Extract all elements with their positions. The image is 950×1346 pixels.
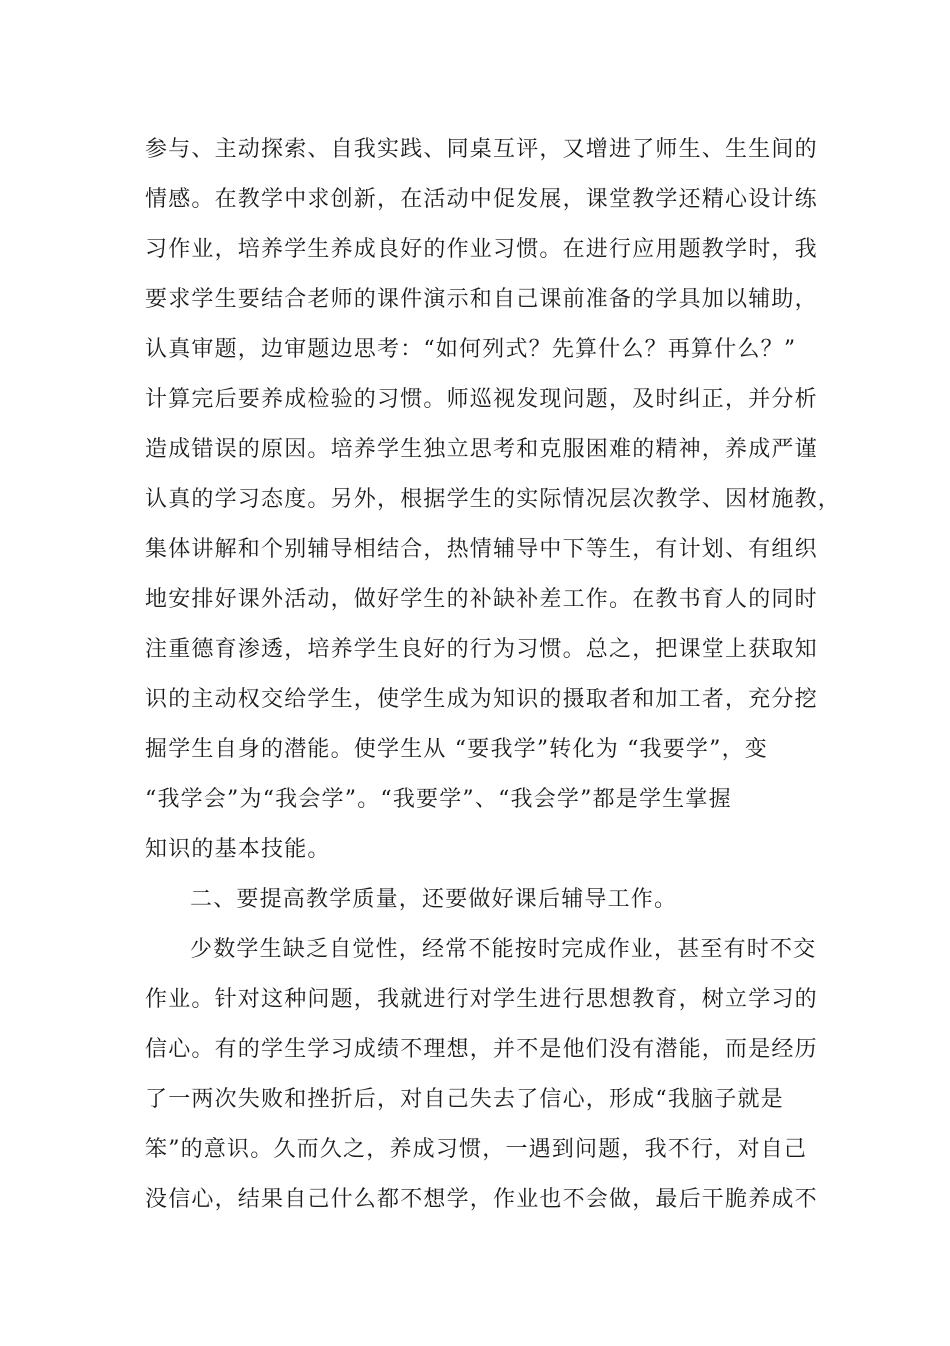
text-line: 笨”的意识。久而久之，养成习惯，一遇到问题，我不行，对自己	[145, 1137, 808, 1162]
text-line: 识的主动权交给学生，使学生成为知识的摄取者和加工者，充分挖	[145, 687, 818, 712]
text-line: 习作业，培养学生养成良好的作业习惯。在进行应用题教学时，我	[145, 237, 818, 262]
text-line: 计算完后要养成检验的习惯。师巡视发现问题，及时纠正，并分析	[145, 387, 818, 412]
body-text	[145, 128, 842, 1228]
text-line: 认真审题，边审题边思考：“如何列式？先算什么？再算什么？”	[145, 337, 797, 362]
text-line: 参与、主动探索、自我实践、同桌互评，又增进了师生、生生间的	[145, 137, 818, 162]
text-line: 信心。有的学生学习成绩不理想，并不是他们没有潜能，而是经历	[145, 1037, 818, 1062]
text-line: 集体讲解和个别辅导相结合，热情辅导中下等生，有计划、有组织	[145, 537, 818, 562]
text-line: 掘学生自身的潜能。使学生从 “要我学”转化为 “我要学”，变	[145, 737, 768, 762]
text-line: 了一两次失败和挫折后，对自己失去了信心，形成“我脑子就是	[145, 1087, 784, 1112]
text-line: 地安排好课外活动，做好学生的补缺补差工作。在教书育人的同时	[145, 587, 818, 612]
text-line: 情感。在教学中求创新，在活动中促发展，课堂教学还精心设计练	[145, 187, 818, 212]
text-line: 注重德育渗透，培养学生良好的行为习惯。总之，把课堂上获取知	[145, 637, 818, 662]
text-line: 少数学生缺乏自觉性，经常不能按时完成作业，甚至有时不交	[190, 937, 817, 962]
text-line: 知识的基本技能。	[145, 837, 331, 862]
text-line: “我学会”为“我会学”。“我要学”、“我会学”都是学生掌握	[145, 787, 732, 812]
text-line: 没信心，结果自己什么都不想学，作业也不会做，最后干脆养成不	[145, 1187, 818, 1212]
text-line: 认真的学习态度。另外，根据学生的实际情况层次教学、因材施教，	[145, 487, 842, 512]
text-line: 造成错误的原因。培养学生独立思考和克服困难的精神，养成严谨	[145, 437, 818, 462]
text-line: 要求学生要结合老师的课件演示和自己课前准备的学具加以辅助，	[145, 287, 818, 312]
section-heading: 二、要提高教学质量，还要做好课后辅导工作。	[190, 887, 678, 912]
text-line: 作业。针对这种问题，我就进行对学生进行思想教育，树立学习的	[145, 987, 818, 1012]
